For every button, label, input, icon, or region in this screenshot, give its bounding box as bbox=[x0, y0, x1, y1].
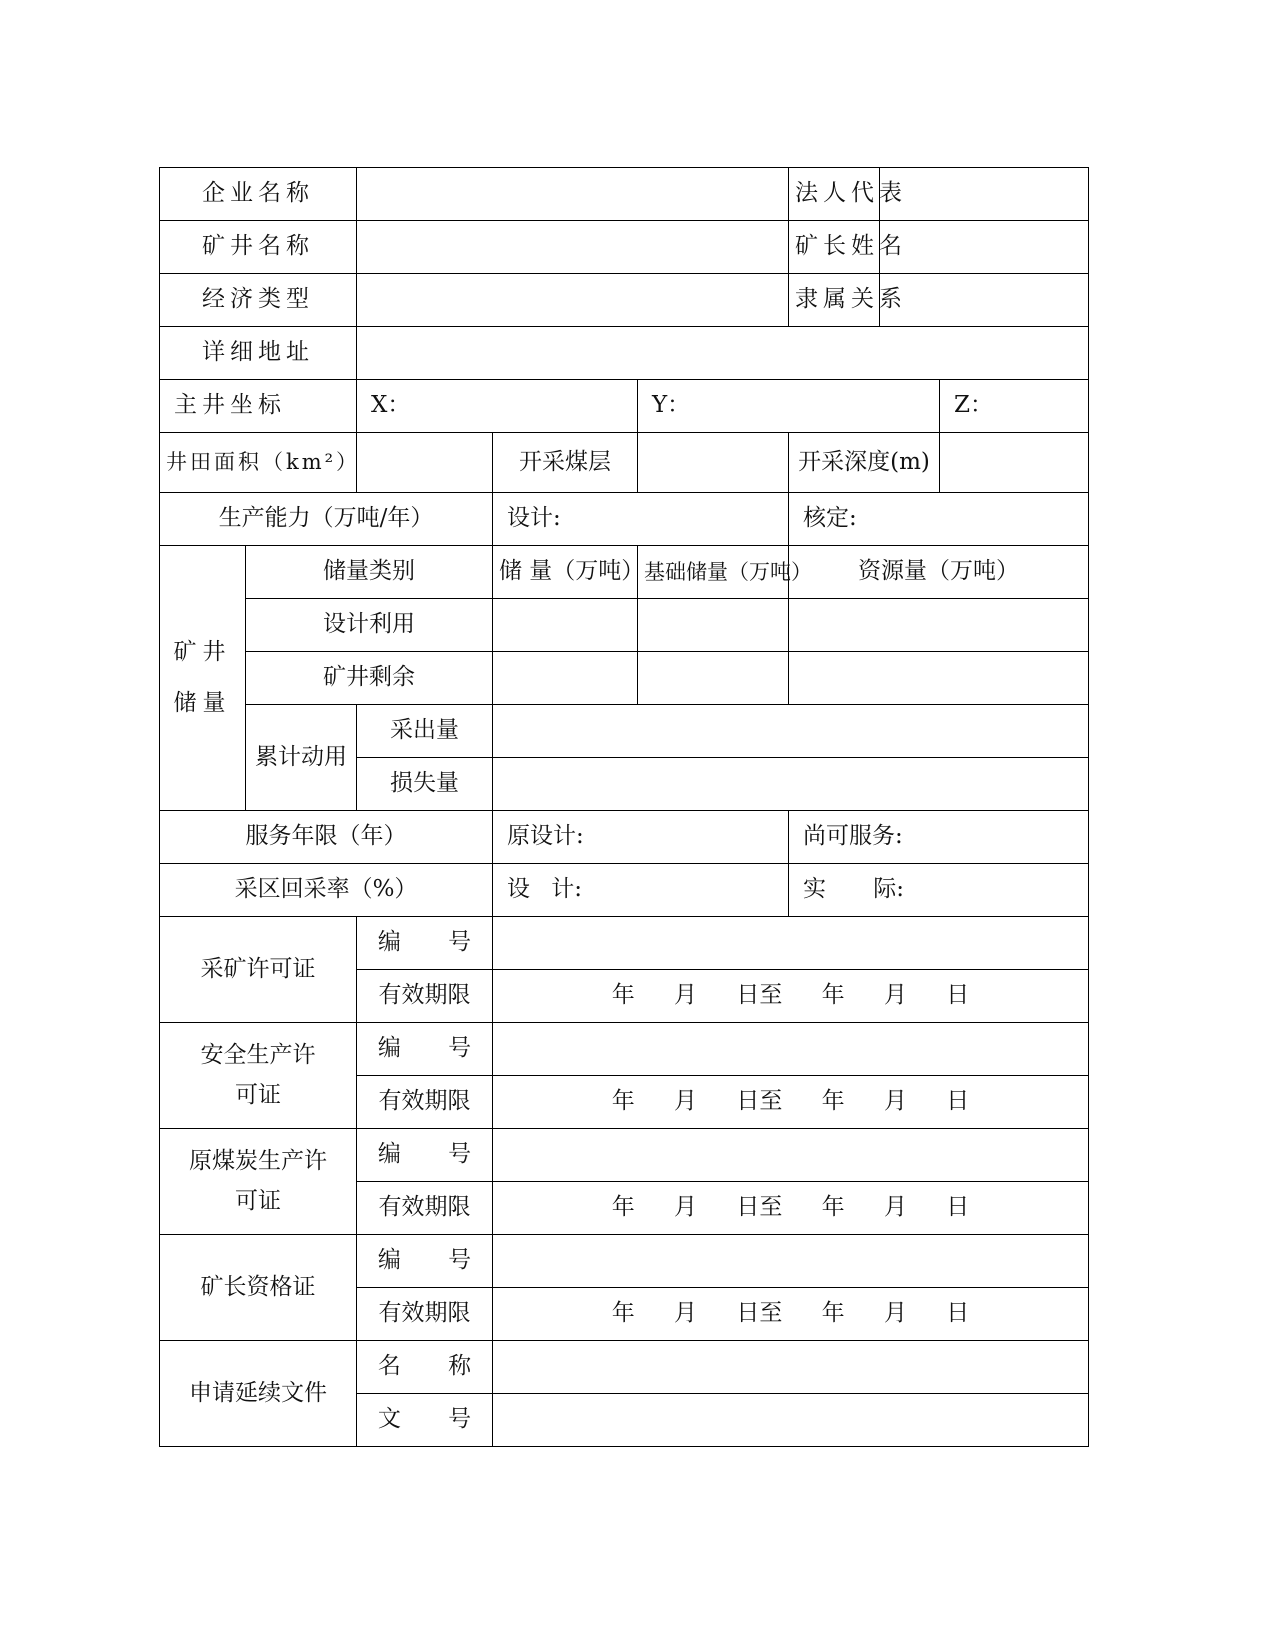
label-legal-rep: 法人代表 bbox=[789, 168, 880, 221]
field-address[interactable] bbox=[357, 327, 1089, 380]
application-form-table bbox=[159, 167, 1089, 1447]
label-mining-number: 编 号 bbox=[357, 917, 493, 970]
field-remaining-resource[interactable] bbox=[789, 652, 1089, 705]
field-remaining-base[interactable] bbox=[638, 652, 789, 705]
field-actual-rate[interactable]: 实 际: bbox=[789, 864, 1089, 917]
field-mine-manager[interactable] bbox=[880, 221, 1089, 274]
field-affiliation[interactable] bbox=[880, 274, 1089, 327]
field-mine-name[interactable] bbox=[357, 221, 789, 274]
label-renewal-doc: 申请延续文件 bbox=[160, 1341, 357, 1447]
label-reserve-type: 储量类别 bbox=[246, 546, 493, 599]
label-mining-validity: 有效期限 bbox=[357, 970, 493, 1023]
label-manager-validity: 有效期限 bbox=[357, 1288, 493, 1341]
label-design-use: 设计利用 bbox=[246, 599, 493, 652]
label-safety-license: 安全生产许可证 bbox=[160, 1023, 357, 1129]
label-company-name: 企业名称 bbox=[160, 168, 357, 221]
field-seam[interactable] bbox=[638, 433, 789, 493]
label-field-area: 井田面积（km²） bbox=[160, 433, 357, 493]
field-coord-x[interactable]: X： bbox=[357, 380, 638, 433]
label-renewal-doc-no: 文 号 bbox=[357, 1394, 493, 1447]
label-manager-number: 编 号 bbox=[357, 1235, 493, 1288]
field-safety-validity[interactable]: 年 月 日至 年 月 日 bbox=[493, 1076, 1089, 1129]
label-reserves-group: 矿井储量 bbox=[160, 546, 246, 811]
label-coal-validity: 有效期限 bbox=[357, 1182, 493, 1235]
label-mined: 采出量 bbox=[357, 705, 493, 758]
label-mine-name: 矿井名称 bbox=[160, 221, 357, 274]
label-manager-cert: 矿长资格证 bbox=[160, 1235, 357, 1341]
field-mined[interactable] bbox=[493, 705, 1089, 758]
field-company-name[interactable] bbox=[357, 168, 789, 221]
field-orig-design[interactable]: 原设计: bbox=[493, 811, 789, 864]
field-renewal-name[interactable] bbox=[493, 1341, 1089, 1394]
col-base-reserve: 基础储量（万吨） bbox=[638, 546, 789, 599]
label-safety-validity: 有效期限 bbox=[357, 1076, 493, 1129]
label-service-years: 服务年限（年） bbox=[160, 811, 493, 864]
col-resource-amount: 资源量（万吨） bbox=[789, 546, 1089, 599]
field-area-value[interactable] bbox=[357, 433, 493, 493]
field-manager-validity[interactable]: 年 月 日至 年 月 日 bbox=[493, 1288, 1089, 1341]
label-mine-manager: 矿长姓名 bbox=[789, 221, 880, 274]
field-coal-number[interactable] bbox=[493, 1129, 1089, 1182]
label-econ-type: 经济类型 bbox=[160, 274, 357, 327]
field-renewal-doc-no[interactable] bbox=[493, 1394, 1089, 1447]
label-renewal-name: 名 称 bbox=[357, 1341, 493, 1394]
label-remaining: 矿井剩余 bbox=[246, 652, 493, 705]
field-loss[interactable] bbox=[493, 758, 1089, 811]
label-shaft-coords: 主井坐标 bbox=[160, 380, 357, 433]
field-mining-number[interactable] bbox=[493, 917, 1089, 970]
field-mining-validity[interactable]: 年 月 日至 年 月 日 bbox=[493, 970, 1089, 1023]
label-capacity: 生产能力（万吨/年） bbox=[160, 493, 493, 546]
label-loss: 损失量 bbox=[357, 758, 493, 811]
label-affiliation: 隶属关系 bbox=[789, 274, 880, 327]
label-coal-license: 原煤炭生产许可证 bbox=[160, 1129, 357, 1235]
label-coal-number: 编 号 bbox=[357, 1129, 493, 1182]
label-seam: 开采煤层 bbox=[493, 433, 638, 493]
label-address: 详细地址 bbox=[160, 327, 357, 380]
field-design-use-base[interactable] bbox=[638, 599, 789, 652]
field-econ-type[interactable] bbox=[357, 274, 789, 327]
field-design-use-reserve[interactable] bbox=[493, 599, 638, 652]
field-coord-y[interactable]: Y： bbox=[638, 380, 940, 433]
field-capacity-design[interactable]: 设计: bbox=[493, 493, 789, 546]
field-design-rate[interactable]: 设 计: bbox=[493, 864, 789, 917]
field-depth[interactable] bbox=[940, 433, 1089, 493]
col-reserve-amount: 储 量（万吨） bbox=[493, 546, 638, 599]
label-mining-license: 采矿许可证 bbox=[160, 917, 357, 1023]
field-safety-number[interactable] bbox=[493, 1023, 1089, 1076]
field-manager-number[interactable] bbox=[493, 1235, 1089, 1288]
label-safety-number: 编 号 bbox=[357, 1023, 493, 1076]
label-cumulative: 累计动用 bbox=[246, 705, 357, 811]
field-design-use-resource[interactable] bbox=[789, 599, 1089, 652]
field-coord-z[interactable]: Z： bbox=[940, 380, 1089, 433]
field-remaining-reserve[interactable] bbox=[493, 652, 638, 705]
label-depth: 开采深度(m) bbox=[789, 433, 940, 493]
field-capacity-approved[interactable]: 核定: bbox=[789, 493, 1089, 546]
field-remaining-service[interactable]: 尚可服务: bbox=[789, 811, 1089, 864]
label-recovery-rate: 采区回采率（%） bbox=[160, 864, 493, 917]
field-legal-rep[interactable] bbox=[880, 168, 1089, 221]
field-coal-validity[interactable]: 年 月 日至 年 月 日 bbox=[493, 1182, 1089, 1235]
